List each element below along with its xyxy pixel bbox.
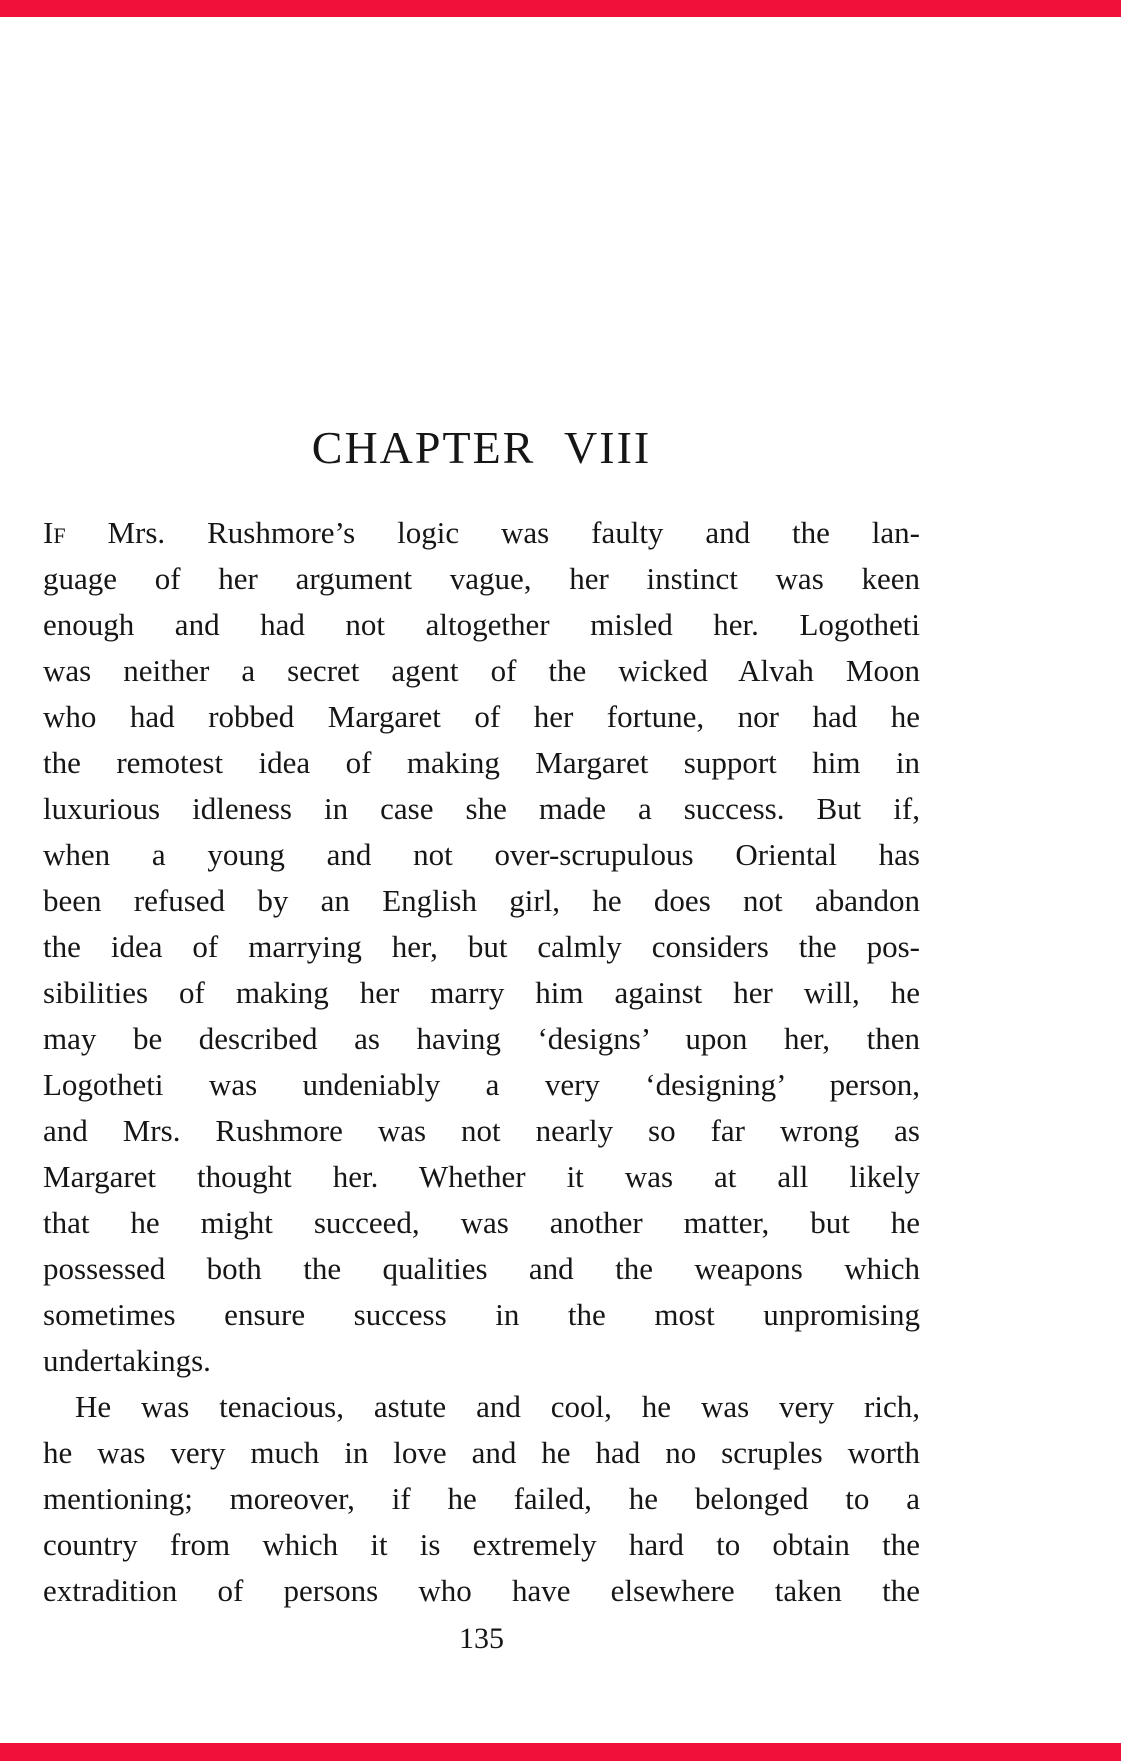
chapter-heading: CHAPTER VIII — [311, 422, 652, 473]
text-line: If Mrs. Rushmore’s logic was faulty and the lan- — [43, 515, 920, 550]
text-line: guage of her argument vague, her instinct was keen — [43, 561, 920, 596]
text-line: that he might succeed, was another matter, but he — [43, 1205, 920, 1240]
small-caps-lead-word: If — [43, 515, 66, 550]
page-number: 135 — [459, 1622, 504, 1655]
body-text — [43, 510, 920, 1614]
text-line: been refused by an English girl, he does not abandon — [43, 883, 920, 918]
text-line: who had robbed Margaret of her fortune, nor had he — [43, 699, 920, 734]
text-line: sometimes ensure success in the most unpromising — [43, 1297, 920, 1332]
text-line: country from which it is extremely hard to obtain the — [43, 1527, 920, 1562]
text-line: when a young and not over-scrupulous Oriental has — [43, 837, 920, 872]
text-line: the idea of marrying her, but calmly considers the pos- — [43, 929, 920, 964]
text-line: and Mrs. Rushmore was not nearly so far wrong as — [43, 1113, 920, 1148]
text-line: undertakings. — [43, 1343, 211, 1378]
text-line: he was very much in love and he had no scruples worth — [43, 1435, 920, 1470]
text-line: may be described as having ‘designs’ upon her, then — [43, 1021, 920, 1056]
text-line: He was tenacious, astute and cool, he was very rich, — [75, 1389, 920, 1424]
text-line: mentioning; moreover, if he failed, he belonged to a — [43, 1481, 920, 1516]
text-line: extradition of persons who have elsewhere taken the — [43, 1573, 920, 1608]
text-line: Logotheti was undeniably a very ‘designing’ person, — [43, 1067, 920, 1102]
text-block — [43, 0, 920, 1654]
scan-edge-bar-bottom — [0, 1743, 1121, 1761]
text-line: was neither a secret agent of the wicked Alvah Moon — [43, 653, 920, 688]
text-line: possessed both the qualities and the weapons which — [43, 1251, 920, 1286]
text-line: enough and had not altogether misled her. Logotheti — [43, 607, 920, 642]
text-line: luxurious idleness in case she made a success. But if, — [43, 791, 920, 826]
text-line: Margaret thought her. Whether it was at all likely — [43, 1159, 920, 1194]
text-line: sibilities of making her marry him against her will, he — [43, 975, 920, 1010]
text-line: the remotest idea of making Margaret support him in — [43, 745, 920, 780]
